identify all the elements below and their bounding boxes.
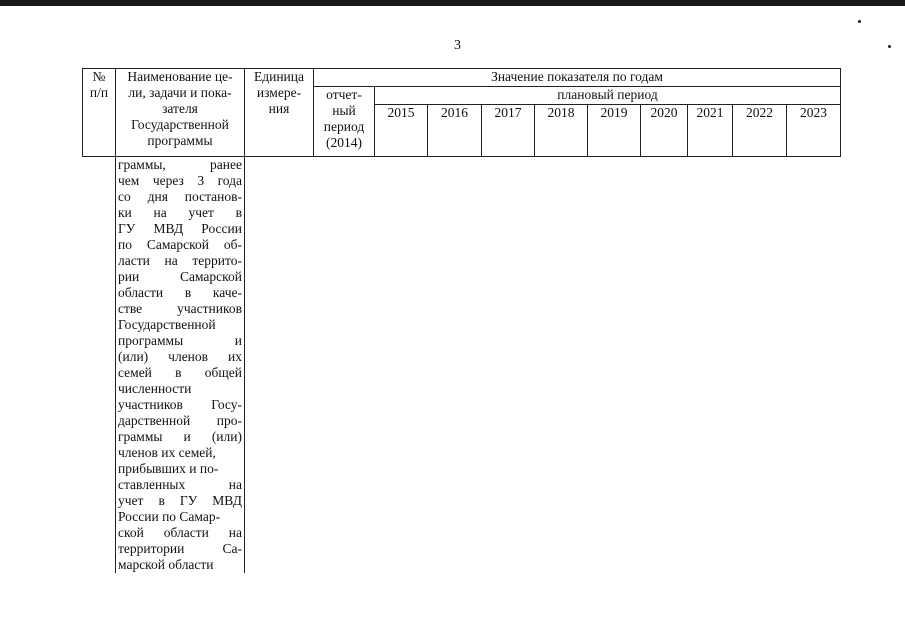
scan-speck: [888, 45, 891, 48]
header-reporting-line: ный: [332, 103, 356, 118]
year-2015: 2015: [375, 105, 428, 157]
continuation-line: чем через 3 года: [118, 173, 242, 188]
year-2022: 2022: [733, 105, 787, 157]
continuation-line: членов их семей,: [118, 445, 216, 460]
header-unit-line: Единица: [253, 69, 304, 84]
header-unit-line: измере-: [256, 85, 302, 100]
continuation-line: ГУ МВД России: [118, 221, 242, 236]
header-reporting-line: (2014): [326, 135, 362, 150]
header-name-line: ли, задачи и пока-: [128, 85, 232, 100]
header-unit-line: ния: [268, 101, 290, 116]
continuation-line: прибывших и по-: [118, 461, 219, 476]
header-number: [83, 69, 116, 157]
continuation-empty-cells: [245, 157, 841, 574]
continuation-line: ласти на террито-: [118, 253, 242, 268]
scan-top-border: [0, 0, 905, 6]
header-values-by-year: Значение показателя по годам: [314, 69, 841, 87]
continuation-line: численности: [118, 381, 192, 396]
continuation-line: марской области: [118, 557, 214, 572]
continuation-line: России по Самар-: [118, 509, 221, 524]
continuation-line: граммы и (или): [118, 429, 242, 444]
header-number-line: №: [92, 69, 106, 84]
continuation-line: ки на учет в: [118, 205, 242, 220]
continuation-line: дарственной про-: [118, 413, 242, 428]
year-2023: 2023: [787, 105, 841, 157]
continuation-line: учет в ГУ МВД: [118, 493, 242, 508]
continuation-line: стве участников: [118, 301, 242, 316]
header-reporting-period: [314, 87, 375, 157]
continuation-line: Государственной: [118, 317, 216, 332]
continuation-line: участников Госу-: [118, 397, 242, 412]
continuation-row: [83, 157, 841, 574]
header-planned-period: плановый период: [375, 87, 841, 105]
continuation-line: граммы, ранее: [118, 157, 242, 172]
continuation-number-cell: [83, 157, 116, 574]
year-2016: 2016: [428, 105, 482, 157]
continuation-line: программы и: [118, 333, 242, 348]
continuation-line: рии Самарской: [118, 269, 242, 284]
continuation-line: ской области на: [118, 525, 242, 540]
continuation-line: области в каче-: [118, 285, 242, 300]
header-row-1: [83, 69, 841, 87]
header-name-line: Государственной: [131, 117, 229, 132]
year-2019: 2019: [588, 105, 641, 157]
header-name-line: программы: [147, 133, 213, 148]
continuation-line: со дня постанов-: [118, 189, 242, 204]
year-2018: 2018: [535, 105, 588, 157]
page-number: 3: [454, 38, 461, 53]
header-number-line: п/п: [89, 85, 109, 100]
scan-speck: [858, 20, 861, 23]
continuation-name-cell: [116, 157, 245, 574]
header-reporting-line: период: [323, 119, 365, 134]
indicators-table: [82, 68, 841, 573]
header-name-line: зателя: [162, 101, 198, 116]
continuation-line: ставленных на: [118, 477, 242, 492]
year-2021: 2021: [688, 105, 733, 157]
year-2020: 2020: [641, 105, 688, 157]
header-name: [116, 69, 245, 157]
continuation-line: (или) членов их: [118, 349, 242, 364]
year-2017: 2017: [482, 105, 535, 157]
header-name-line: Наименование це-: [127, 69, 233, 84]
header-unit: [245, 69, 314, 157]
header-reporting-line: отчет-: [326, 87, 362, 102]
continuation-line: семей в общей: [118, 365, 242, 380]
continuation-line: по Самарской об-: [118, 237, 242, 252]
continuation-line: территории Са-: [118, 541, 242, 556]
